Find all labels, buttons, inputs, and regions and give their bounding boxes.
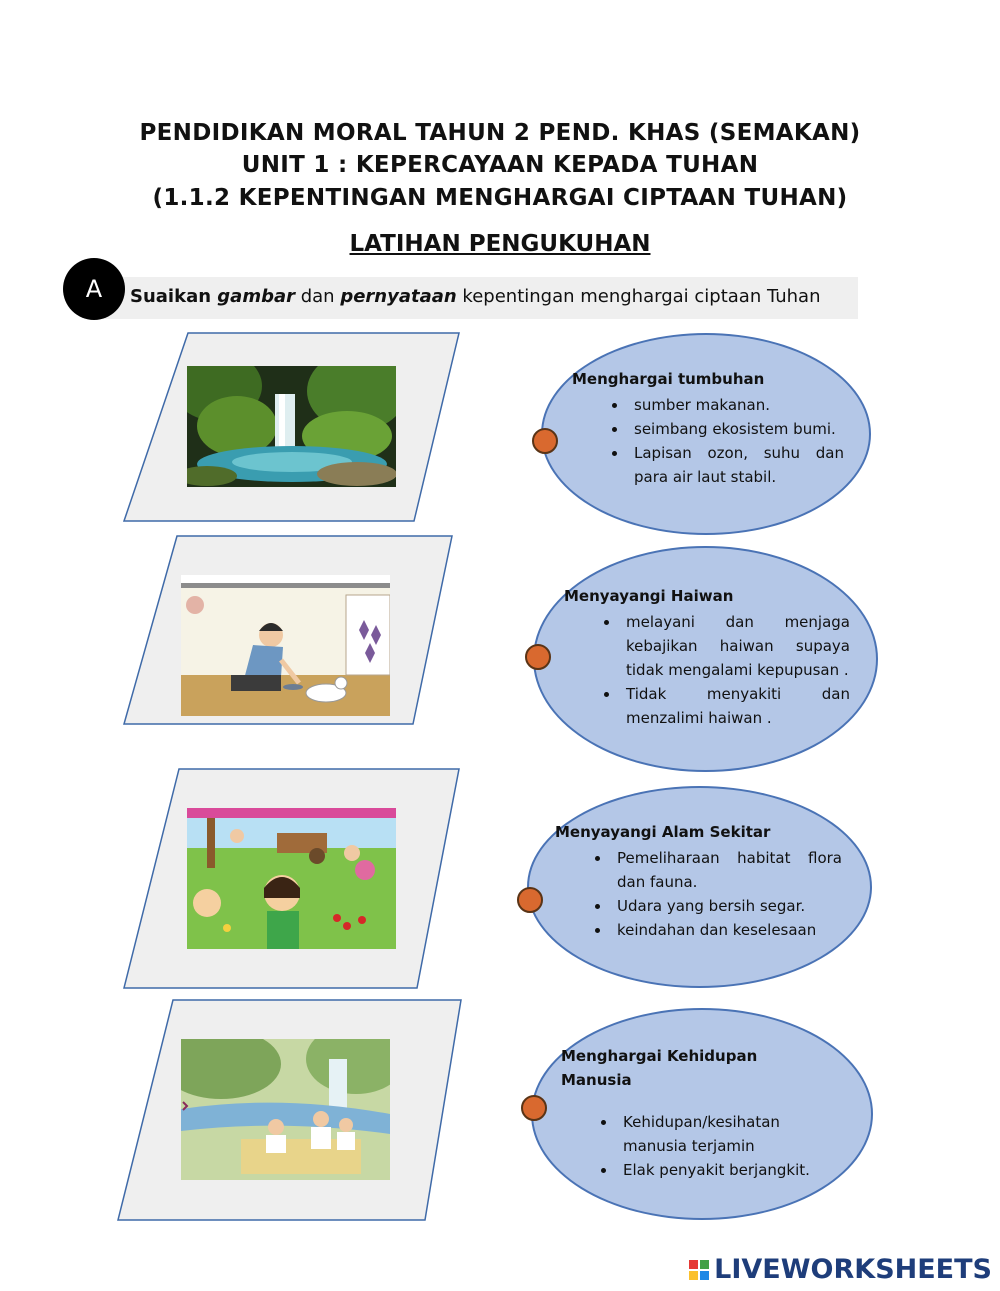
statement-point: • Tidak menyakiti dan menzalimi haiwan . xyxy=(620,682,850,730)
section-subtitle: LATIHAN PENGUKUHAN xyxy=(349,231,651,257)
statement-point: • Lapisan ozon, suhu dan para air laut stabil. xyxy=(628,441,844,489)
match-dot-3[interactable] xyxy=(517,887,543,913)
logo-blocks-icon xyxy=(689,1260,709,1280)
unit-title: UNIT 1 : KEPERCAYAAN KEPADA TUHAN xyxy=(241,152,759,178)
instruction-text: Suaikan gambar dan pernyataan kepentingan menghargai ciptaan Tuhan xyxy=(130,286,821,307)
statement-point: • Elak penyakit berjangkit. xyxy=(617,1158,821,1182)
worksheet-title: PENDIDIKAN MORAL TAHUN 2 PEND. KHAS (SEMAKAN) xyxy=(139,120,861,146)
statement-3 xyxy=(555,820,842,942)
logo-text: LIVEWORKSHEETS xyxy=(714,1254,992,1285)
statement-point: • seimbang ekosistem bumi. xyxy=(628,417,844,441)
boy-feeding-cat-picture[interactable] xyxy=(181,575,390,716)
statement-title: Menghargai tumbuhan xyxy=(572,370,765,388)
statement-point: • melayani dan menjaga kebajikan haiwan supaya tidak mengalami kepupusan . xyxy=(620,610,850,682)
statement-point: • sumber makanan. xyxy=(628,393,844,417)
statement-point: • Kehidupan/kesihatan manusia terjamin xyxy=(617,1110,821,1158)
match-dot-2[interactable] xyxy=(525,644,551,670)
statement-title: Menyayangi Alam Sekitar xyxy=(555,823,771,841)
statement-4 xyxy=(561,1044,821,1182)
river-illustration xyxy=(181,1039,390,1180)
statement-2 xyxy=(564,584,850,730)
people-by-river-picture[interactable] xyxy=(181,1039,390,1180)
children-garden-picture[interactable] xyxy=(187,808,396,949)
statement-title: Menyayangi Haiwan xyxy=(564,587,734,605)
garden-illustration xyxy=(187,808,396,949)
statement-1 xyxy=(572,367,844,489)
waterfall-picture[interactable] xyxy=(187,366,396,487)
statement-point: • Pemeliharaan habitat flora dan fauna. xyxy=(611,846,842,894)
topic-title: (1.1.2 KEPENTINGAN MENGHARGAI CIPTAAN TUHAN) xyxy=(152,185,848,211)
statement-point: • keindahan dan keselesaan xyxy=(611,918,842,942)
match-dot-1[interactable] xyxy=(532,428,558,454)
statement-title: Menghargai Kehidupan Manusia xyxy=(561,1047,758,1089)
liveworksheets-logo xyxy=(689,1254,992,1285)
section-badge: A xyxy=(63,258,125,320)
waterfall-illustration xyxy=(187,366,396,487)
match-dot-4[interactable] xyxy=(521,1095,547,1121)
boy-cat-illustration xyxy=(181,575,390,716)
statement-point: • Udara yang bersih segar. xyxy=(611,894,842,918)
